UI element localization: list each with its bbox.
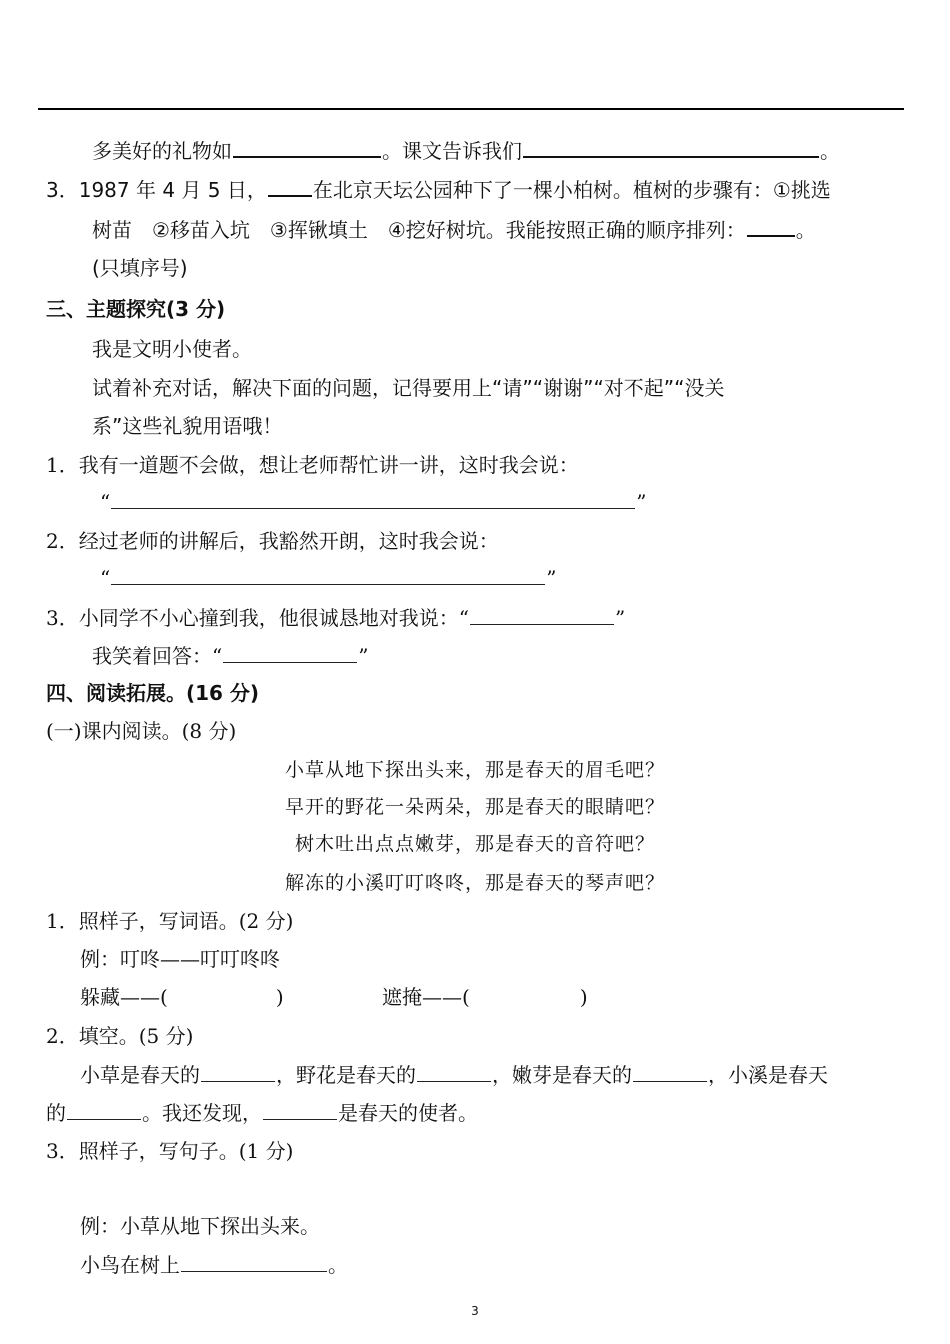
section-3-title: 三、主题探究(3 分) [46,297,226,321]
reading-q1: 1．照样子，写词语。(2 分) [46,909,294,933]
reading-q2: 2．填空。(5 分) [46,1024,194,1048]
answer-blank[interactable] [233,136,381,158]
section-3-instructions-cont: 系”这些礼貌用语哦！ [92,414,283,438]
reading-q2-line1: 小草是春天的 ，野花是春天的 ，嫩芽是春天的 ，小溪是春天 [80,1063,828,1087]
reading-q1-example: 例：叮咚——叮叮咚咚 [80,947,280,971]
dialog-item-3: 3．小同学不小心撞到我，他很诚恳地对我说：“ ” [46,606,626,630]
section-3-instructions: 试着补充对话，解决下面的问题，记得要用上“请”“谢谢”“对不起”“没关 [92,376,725,400]
dialog-item-2: 2．经过老师的讲解后，我豁然开朗，这时我会说： [46,529,499,553]
poem-line: 小草从地下探出头来，那是春天的眉毛吧？ [284,759,665,781]
gift-line: 多美好的礼物如 。课文告诉我们 。 [92,136,840,164]
dialog-answer-1: “ ” [100,490,647,514]
answer-blank[interactable] [747,215,795,237]
section-3-intro: 我是文明小使者。 [92,337,252,361]
answer-blank[interactable] [633,1061,707,1082]
answer-blank[interactable] [263,1099,337,1120]
q3-note: (只填序号) [92,256,188,280]
poem-line: 早开的野花一朵两朵，那是春天的眼睛吧？ [284,796,665,818]
answer-blank[interactable] [523,136,819,158]
q3-line2: 树苗 ②移苗入坑 ③挥锹填土 ④挖好树坑。我能按照正确的顺序排列： 。 [92,215,816,243]
page-number: 3 [471,1304,479,1318]
dialog-item-1: 1．我有一道题不会做，想让老师帮忙讲一讲，这时我会说： [46,453,579,477]
reading-subsection-title: (一)课内阅读。(8 分) [46,719,237,743]
q3-line1: 3．1987 年 4 月 5 日， 在北京天坛公园种下了一棵小柏树。植树的步骤有：①挑选 [46,175,831,203]
answer-blank[interactable] [268,175,312,197]
header-rule [38,108,904,110]
section-4-title: 四、阅读拓展。(16 分) [46,681,260,705]
answer-blank[interactable] [470,604,614,625]
reading-q3-task: 小鸟在树上 。 [80,1253,348,1277]
answer-blank[interactable] [417,1061,491,1082]
answer-blank[interactable] [181,1251,327,1272]
reading-q1-task-a: 躲藏——( ) [80,985,284,1009]
reading-q3-example: 例：小草从地下探出头来。 [80,1214,320,1238]
answer-blank[interactable] [201,1061,275,1082]
answer-blank[interactable] [111,564,545,585]
answer-blank[interactable] [111,488,635,509]
answer-blank[interactable] [223,642,357,663]
poem-line: 树木吐出点点嫩芽，那是春天的音符吧？ [294,833,655,855]
answer-blank[interactable] [67,1099,141,1120]
dialog-reply: 我笑着回答：“ ” [92,644,369,668]
poem-line: 解冻的小溪叮叮咚咚，那是春天的琴声吧？ [284,872,665,894]
dialog-answer-2: “ ” [100,566,557,590]
reading-q1-task-b: 遮掩——( ) [382,985,588,1009]
reading-q2-line2: 的 。我还发现， 是春天的使者。 [46,1101,478,1125]
reading-q3: 3．照样子，写句子。(1 分) [46,1139,294,1163]
